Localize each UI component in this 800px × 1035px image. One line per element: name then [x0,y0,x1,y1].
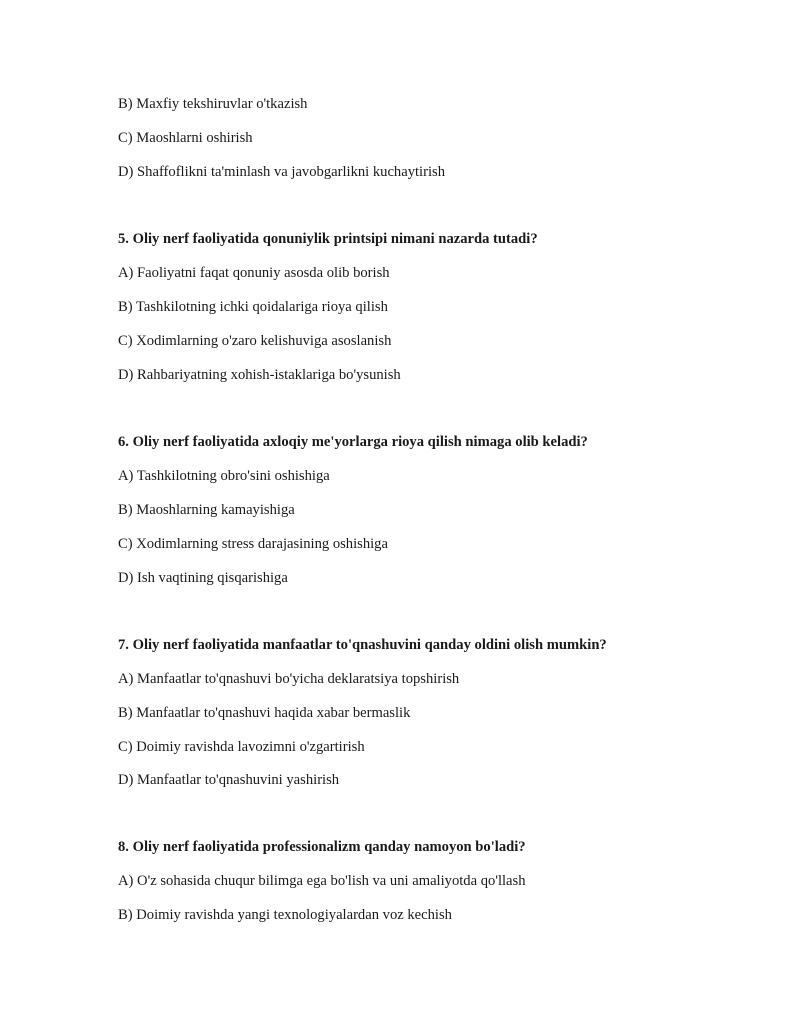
question-8: 8. Oliy nerf faoliyatida professionalizm qanday namoyon bo'ladi? [118,839,526,855]
option-d: D) Shaffoflikni ta'minlash va javobgarlikni kuchaytirish [118,164,446,180]
question-6-option-d: D) Ish vaqtining qisqarishiga [118,570,288,586]
option-b: B) Maxfiy tekshiruvlar o'tkazish [118,96,308,112]
question-5-option-c: C) Xodimlarning o'zaro kelishuviga asoslanish [118,333,392,349]
question-8-option-a: A) O'z sohasida chuqur bilimga ega bo'lish va uni amaliyotda qo'llash [118,873,526,889]
option-c: C) Maoshlarni oshirish [118,130,253,146]
question-7-option-a: A) Manfaatlar to'qnashuvi bo'yicha deklaratsiya topshirish [118,671,460,687]
question-7-option-b: B) Manfaatlar to'qnashuvi haqida xabar bermaslik [118,705,411,721]
question-5: 5. Oliy nerf faoliyatida qonuniylik printsipi nimani nazarda tutadi? [118,231,538,247]
question-6-option-b: B) Maoshlarning kamayishiga [118,502,295,518]
question-7-option-d: D) Manfaatlar to'qnashuvini yashirish [118,772,340,788]
question-6-option-a: A) Tashkilotning obro'sini oshishiga [118,468,330,484]
question-5-option-d: D) Rahbariyatning xohish-istaklariga bo'ysunish [118,367,401,383]
question-6: 6. Oliy nerf faoliyatida axloqiy me'yorlarga rioya qilish nimaga olib keladi? [118,434,588,450]
question-6-option-c: C) Xodimlarning stress darajasining oshishiga [118,536,388,552]
question-5-option-b: B) Tashkilotning ichki qoidalariga rioya qilish [118,299,388,315]
question-7: 7. Oliy nerf faoliyatida manfaatlar to'qnashuvini qanday oldini olish mumkin? [118,637,607,653]
question-7-option-c: C) Doimiy ravishda lavozimni o'zgartirish [118,739,365,755]
question-5-option-a: A) Faoliyatni faqat qonuniy asosda olib borish [118,265,390,281]
question-8-option-b: B) Doimiy ravishda yangi texnologiyalardan voz kechish [118,907,452,923]
